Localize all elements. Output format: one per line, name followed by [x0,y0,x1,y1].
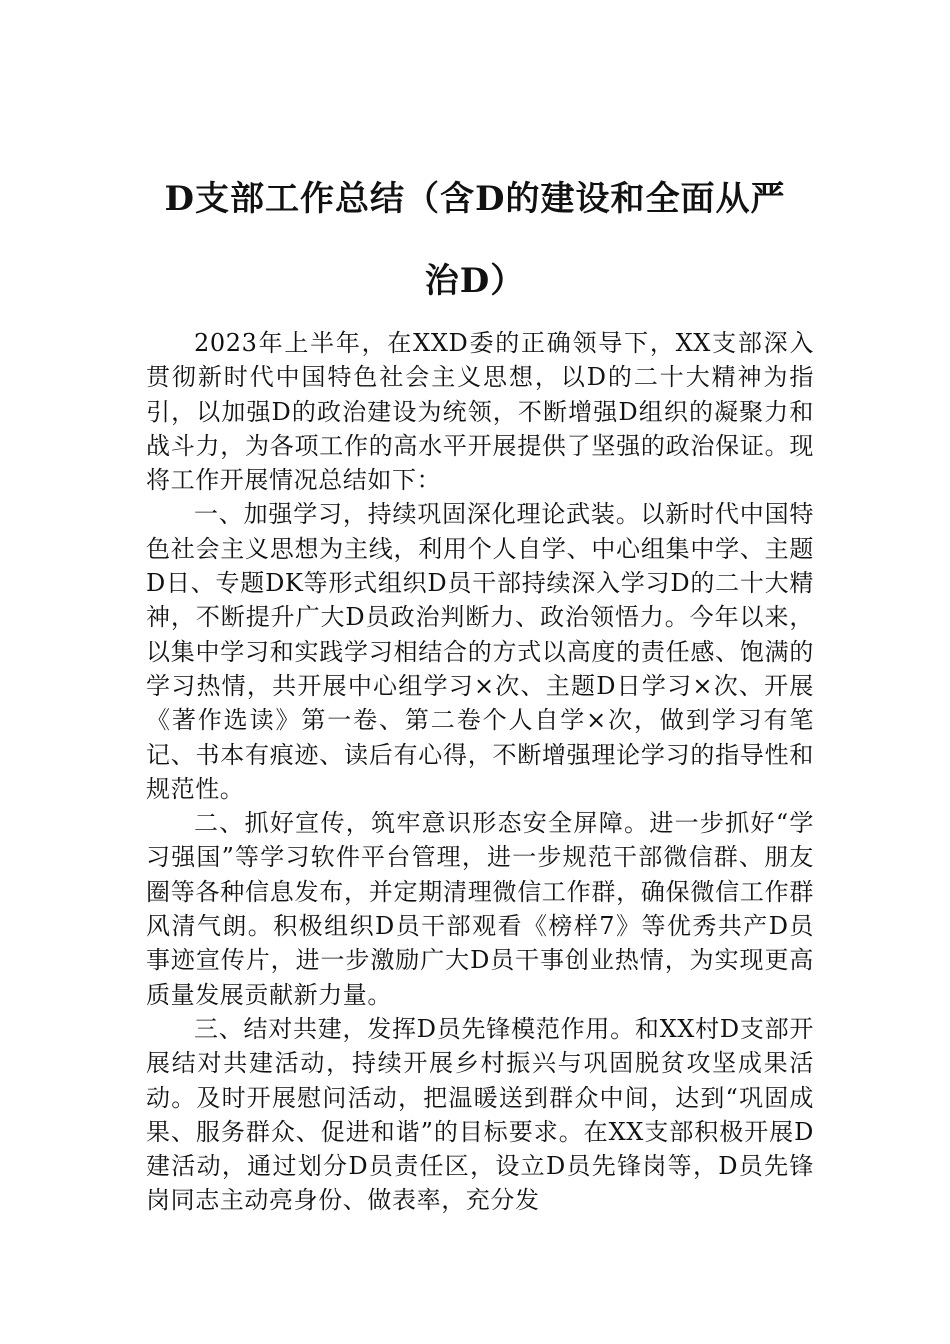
title-line-2: 治D） [424,261,526,301]
document-title [120,158,830,322]
title-line-1: D支部工作总结（含D的建设和全面从严 [164,179,786,219]
document-body [146,326,814,1218]
paragraph-section-1: 一、加强学习，持续巩固深化理论武装。以新时代中国特色社会主义思想为主线，利用个人自学、中心组集中学、主题D日、专题DK等形式组织D员干部持续深入学习D的二十大精神，不断提升广大D员政治判断力、政治领悟力。今年以来，以集中学习和实践学习相结合的方式以高度的责任感、饱满的学习热情，共开展中心组学习×次、主题D日学习×次、开展《著作选读》第一卷、第二卷个人自学×次，做到学习有笔记、书本有痕迹、读后有心得，不断增强理论学习的指导性和规范性。 [146,500,814,803]
paragraph-section-2: 二、抓好宣传，筑牢意识形态安全屏障。进一步抓好“学习强国”等学习软件平台管理，进一步规范干部微信群、朋友圈等各种信息发布，并定期清理微信工作群，确保微信工作群风清气朗。积极组织D员干部观看《榜样7》等优秀共产D员事迹宣传片，进一步激励广大D员干事创业热情，为实现更高质量发展贡献新力量。 [146,809,814,1009]
paragraph-section-3: 三、结对共建，发挥D员先锋模范作用。和XX村D支部开展结对共建活动，持续开展乡村振兴与巩固脱贫攻坚成果活动。及时开展慰问活动，把温暖送到群众中间，达到“巩固成果、服务群众、促进和谐”的目标要求。在XX支部积极开展D建活动，通过划分D员责任区，设立D员先锋岗等，D员先锋岗同志主动亮身份、做表率，充分发 [146,1014,814,1215]
paragraph-intro: 2023年上半年，在XXD委的正确领导下，XX支部深入贯彻新时代中国特色社会主义思想，以D的二十大精神为指引，以加强D的政治建设为统领，不断增强D组织的凝聚力和战斗力，为各项工作的高水平开展提供了坚强的政治保证。现将工作开展情况总结如下： [146,329,814,495]
